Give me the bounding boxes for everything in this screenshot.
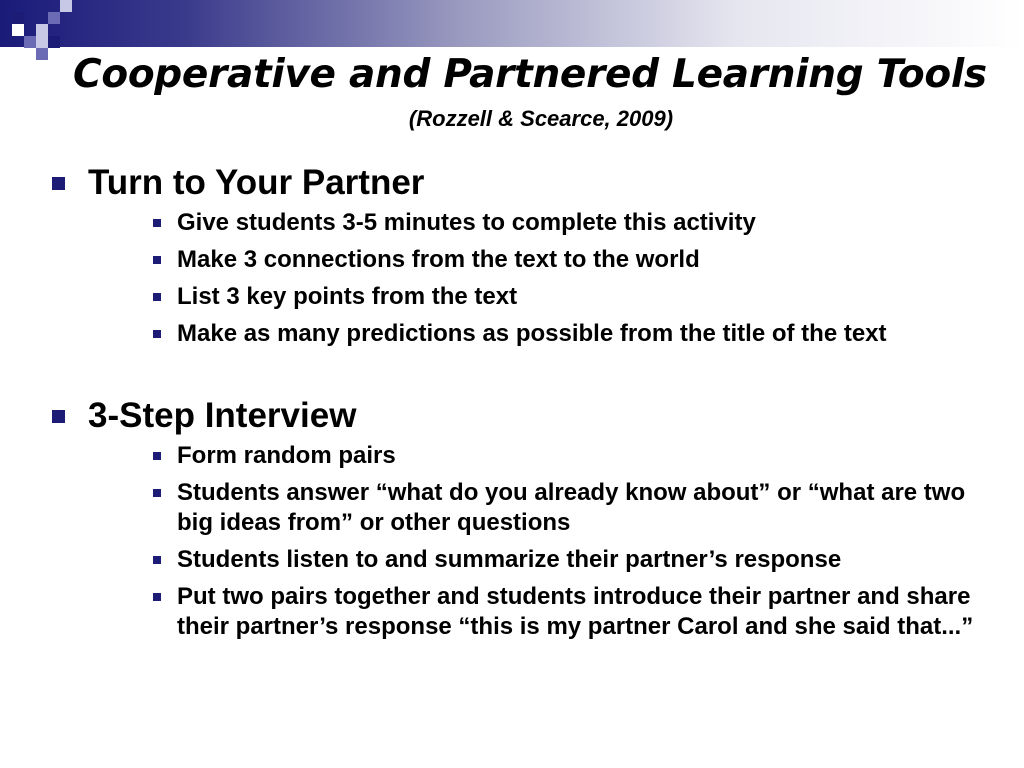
logo-square	[36, 24, 48, 36]
section-3-step-interview	[52, 393, 977, 649]
square-bullet-icon	[153, 489, 161, 497]
decorative-squares-logo	[0, 0, 80, 60]
list-item-text: List 3 key points from the text	[177, 283, 518, 310]
section-turn-to-partner	[52, 160, 977, 356]
square-bullet-icon	[153, 219, 161, 227]
section-heading	[52, 160, 977, 206]
slide-subtitle: (Rozzell & Scearce, 2009)	[408, 106, 674, 131]
logo-square	[36, 36, 48, 48]
list-item	[52, 441, 977, 471]
list-item-text: Students listen to and summarize their partner’s response	[177, 546, 842, 573]
sub-bullet-list	[52, 441, 977, 642]
slide-title: Cooperative and Partnered Learning Tools	[73, 52, 987, 97]
list-item	[52, 582, 977, 642]
section-heading	[52, 393, 977, 439]
logo-square	[48, 12, 60, 24]
square-bullet-icon	[153, 593, 161, 601]
list-item	[52, 545, 977, 575]
logo-square	[24, 36, 36, 48]
list-item-text: Make as many predictions as possible from the title of the text	[177, 320, 887, 347]
header-gradient-band	[0, 0, 1024, 47]
list-item-text: Make 3 connections from the text to the world	[177, 246, 700, 273]
logo-square	[12, 12, 24, 24]
section-label: Turn to Your Partner	[88, 163, 425, 202]
square-bullet-icon	[153, 452, 161, 460]
square-bullet-icon	[52, 410, 65, 423]
list-item-text: Give students 3-5 minutes to complete this activity	[177, 209, 756, 236]
square-bullet-icon	[153, 256, 161, 264]
list-item	[52, 208, 977, 238]
list-item	[52, 319, 977, 349]
list-item-text: Put two pairs together and students introduce their partner and share their partner’s response “this is my partner Carol and she said that...”	[177, 583, 974, 640]
square-bullet-icon	[153, 293, 161, 301]
list-item	[52, 282, 977, 312]
square-bullet-icon	[153, 330, 161, 338]
logo-square	[48, 36, 60, 48]
list-item	[52, 245, 977, 275]
list-item-text: Form random pairs	[177, 442, 396, 469]
square-bullet-icon	[153, 556, 161, 564]
logo-square	[36, 48, 48, 60]
logo-square	[12, 24, 24, 36]
list-item	[52, 478, 977, 538]
logo-square	[60, 0, 72, 12]
list-item-text: Students answer “what do you already know about” or “what are two big ideas from” or other questions	[177, 479, 966, 536]
sub-bullet-list	[52, 208, 977, 349]
square-bullet-icon	[52, 177, 65, 190]
section-label: 3-Step Interview	[88, 396, 357, 435]
